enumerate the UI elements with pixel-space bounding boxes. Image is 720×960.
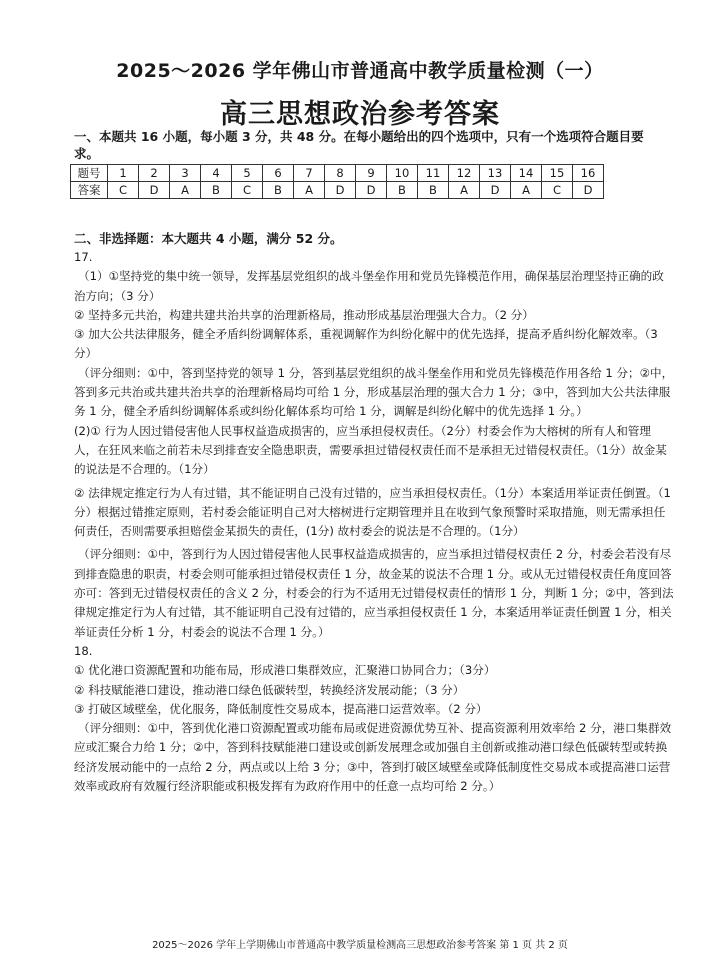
answer-cell: C bbox=[542, 182, 573, 199]
question-number-cell: 1 bbox=[108, 165, 139, 182]
answer-table bbox=[70, 164, 604, 199]
answer-cell: A bbox=[449, 182, 480, 199]
answer-cell: A bbox=[170, 182, 201, 199]
answer-paragraph: ③ 加大公共法律服务，健全矛盾纠纷调解体系，重视调解作为纠纷化解中的优先选择，提高矛盾纠纷化解效率。（3分） bbox=[74, 327, 658, 361]
answer-paragraph: (2)① 行为人因过错侵害他人民事权益造成损害的，应当承担侵权责任。（2分）村委会作为大榕树的所有人和管理人，在狂风来临之前若未尽到排查安全隐患职责，需要承担过错侵权责任而不是承担无过错侵权责任。（1分）故金某的说法是不合理的。（1分） bbox=[74, 423, 667, 477]
answer-paragraph: ② 科技赋能港口建设，推动港口绿色低碳转型，转换经济发展动能；（3 分） bbox=[74, 682, 465, 697]
document-title: 高三思想政治参考答案 bbox=[220, 99, 500, 130]
answer-cell: D bbox=[573, 182, 604, 199]
section-two-heading: 二、非选择题：本大题共 4 小题，满分 52 分。 bbox=[74, 231, 343, 246]
question-number-cell: 15 bbox=[542, 165, 573, 182]
question-number-cell: 6 bbox=[263, 165, 294, 182]
answer-cell: A bbox=[294, 182, 325, 199]
scoring-rubric: （评分细则：①中，答到行为人因过错侵害他人民事权益造成损害的，应当承担过错侵权责任 2 分，村委会若没有尽到排查隐患的职责，村委会则可能承担过错侵权责任 1 分，故金某的说法不合理 1 分。或从无过错侵权责任角度回答亦可：答到无过错侵权责任的含义 2 分，村委会的行为不适用无过错侵权责任的情形 1 分，判断 1 分；②中，答到法律规定推定行为人有过错，其不能证明自己没有过错的，应当承担侵权责任 1 分，本案适用举证责任倒置 1 分，相关举证责任分析 1 分，村委会的说法不合理 1 分。） bbox=[74, 547, 674, 639]
question-number-cell: 4 bbox=[201, 165, 232, 182]
answer-cell: D bbox=[356, 182, 387, 199]
answer-cell: C bbox=[232, 182, 263, 199]
answer-cell: B bbox=[201, 182, 232, 199]
answer-cell: B bbox=[418, 182, 449, 199]
question-number-cell: 8 bbox=[325, 165, 356, 182]
answer-cell: C bbox=[108, 182, 139, 199]
exam-title: 2025～2026 学年佛山市普通高中教学质量检测（一） bbox=[116, 60, 604, 82]
question-number-cell: 13 bbox=[480, 165, 511, 182]
answer-cell: D bbox=[139, 182, 170, 199]
question-number-cell: 7 bbox=[294, 165, 325, 182]
question-number-cell: 9 bbox=[356, 165, 387, 182]
table-row-label: 题号 bbox=[71, 165, 108, 182]
question-number-cell: 3 bbox=[170, 165, 201, 182]
answer-paragraph: ② 法律规定推定行为人有过错，其不能证明自己没有过错的，应当承担侵权责任。（1分）本案适用举证责任倒置。（1分）根据过错推定原则，若村委会能证明自己对大榕树进行定期管理并且在收到气象预警时采取措施，则无需承担任何责任，否则需要承担赔偿金某损失的责任，(1分) 故村委会的说法是不合理的。（1分） bbox=[74, 485, 671, 539]
question-number-cell: 2 bbox=[139, 165, 170, 182]
question-number-cell: 12 bbox=[449, 165, 480, 182]
scoring-rubric: （评分细则：①中，答到坚持党的领导 1 分，答到基层党组织的战斗堡垒作用和党员先锋模范作用各给 1 分；②中，答到多元共治或共建共治共享的治理新格局均可给 1 分，形成基层治理的强大合力 1 分；③中，答到加大公共法律服务 1 分，健全矛盾纠纷调解体系或纠纷化解体系均可给 1 分，调解是纠纷化解中的优先选择 1 分。） bbox=[74, 365, 674, 419]
page-footer: 2025～2026 学年上学期佛山市普通高中教学质量检测高三思想政治参考答案 第 1 页 共 2 页 bbox=[152, 940, 568, 951]
answer-paragraph: ① 优化港口资源配置和功能布局，形成港口集群效应，汇聚港口协同合力；（3分） bbox=[74, 663, 496, 678]
answer-body bbox=[74, 248, 674, 796]
question-number-cell: 11 bbox=[418, 165, 449, 182]
answer-paragraph: （1）①坚持党的集中统一领导，发挥基层党组织的战斗堡垒作用和党员先锋模范作用，确保基层治理坚持正确的政治方向；（3 分） bbox=[74, 269, 664, 303]
question-number: 18. bbox=[74, 643, 93, 658]
answer-cell: A bbox=[511, 182, 542, 199]
question-number-cell: 10 bbox=[387, 165, 418, 182]
table-row-label: 答案 bbox=[71, 182, 108, 199]
answer-cell: B bbox=[263, 182, 294, 199]
answer-cell: B bbox=[387, 182, 418, 199]
answer-paragraph: ③ 打破区域壁垒，优化服务，降低制度性交易成本，提高港口运营效率。（2 分） bbox=[74, 701, 488, 716]
answer-table-answer-row bbox=[71, 182, 604, 199]
answer-paragraph: ② 坚持多元共治，构建共建共治共享的治理新格局，推动形成基层治理强大合力。（2 分） bbox=[74, 307, 534, 322]
answer-cell: D bbox=[325, 182, 356, 199]
answer-table-number-row bbox=[71, 165, 604, 182]
section-one-heading: 一、本题共 16 小题，每小题 3 分，共 48 分。在每小题给出的四个选项中，只有一个选项符合题目要求。 bbox=[74, 129, 644, 161]
answer-cell: D bbox=[480, 182, 511, 199]
question-number-cell: 14 bbox=[511, 165, 542, 182]
question-number-cell: 16 bbox=[573, 165, 604, 182]
question-number: 17. bbox=[74, 250, 93, 264]
question-number-cell: 5 bbox=[232, 165, 263, 182]
scoring-rubric: （评分细则：①中，答到优化港口资源配置或功能布局或促进资源优势互补、提高资源利用效率给 2 分，港口集群效应或汇聚合力给 1 分；②中，答到科技赋能港口建设或创新发展理念或加强自主创新或推动港口绿色低碳转型或转换经济发展动能中的一点给 2 分，两点或以上给 3 分；③中，答到打破区域壁垒或降低制度性交易成本或提高港口运营效率或政府有效履行经济职能或积极发挥有为政府作用中的任意一点均可给 2 分。） bbox=[74, 721, 672, 794]
